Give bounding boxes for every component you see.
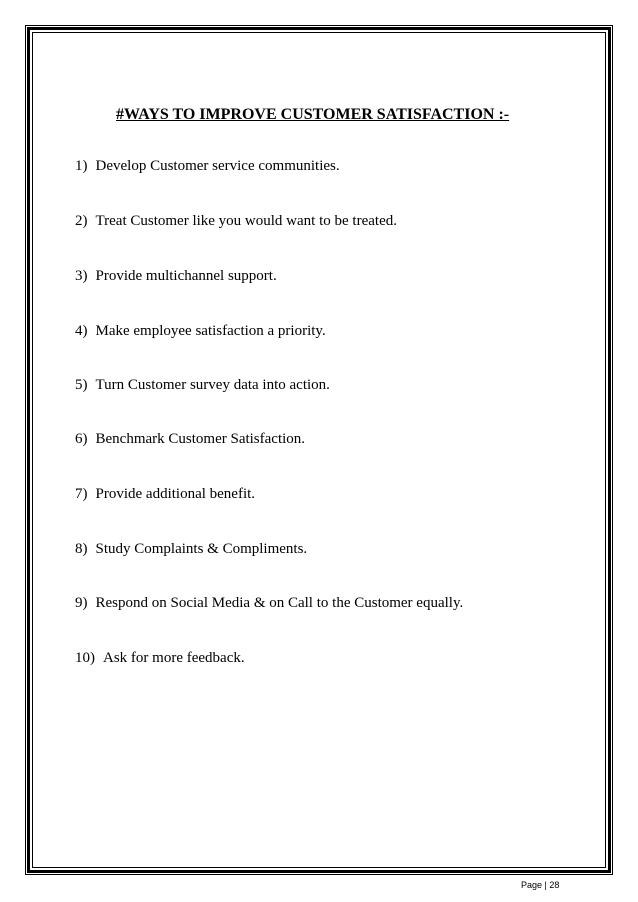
list-item-number: 5) bbox=[75, 377, 88, 393]
list-item bbox=[75, 486, 255, 503]
list-item-number: 6) bbox=[75, 431, 88, 447]
list-item-text: Provide additional benefit. bbox=[95, 486, 256, 502]
list-item-text: Benchmark Customer Satisfaction. bbox=[95, 431, 306, 447]
list-item-number: 9) bbox=[75, 595, 88, 611]
list-item bbox=[75, 158, 340, 175]
list-item-text: Turn Customer survey data into action. bbox=[95, 377, 330, 393]
list-item-number: 10) bbox=[75, 650, 95, 666]
list-item-number: 2) bbox=[75, 213, 88, 229]
list-item bbox=[75, 377, 330, 394]
list-item-text: Respond on Social Media & on Call to the Customer equally. bbox=[95, 595, 464, 611]
list-item-number: 4) bbox=[75, 323, 88, 339]
page-heading: #WAYS TO IMPROVE CUSTOMER SATISFACTION :- bbox=[116, 106, 510, 123]
list-item-text: Study Complaints & Compliments. bbox=[95, 541, 308, 557]
list-item bbox=[75, 213, 397, 230]
list-item bbox=[75, 268, 277, 285]
list-item-text: Ask for more feedback. bbox=[103, 650, 245, 666]
list-item-number: 1) bbox=[75, 158, 88, 174]
list-item bbox=[75, 431, 305, 448]
list-item-text: Treat Customer like you would want to be treated. bbox=[95, 213, 397, 229]
list-item-number: 7) bbox=[75, 486, 88, 502]
list-item-text: Develop Customer service communities. bbox=[95, 158, 340, 174]
list-item bbox=[75, 323, 326, 340]
list-item-number: 8) bbox=[75, 541, 88, 557]
list-item-text: Provide multichannel support. bbox=[95, 268, 277, 284]
list-item-text: Make employee satisfaction a priority. bbox=[95, 323, 326, 339]
list-item-number: 3) bbox=[75, 268, 88, 284]
list-item bbox=[75, 541, 307, 558]
list-item bbox=[75, 650, 245, 667]
list-item bbox=[75, 595, 463, 612]
page-number: Page | 28 bbox=[521, 880, 560, 890]
